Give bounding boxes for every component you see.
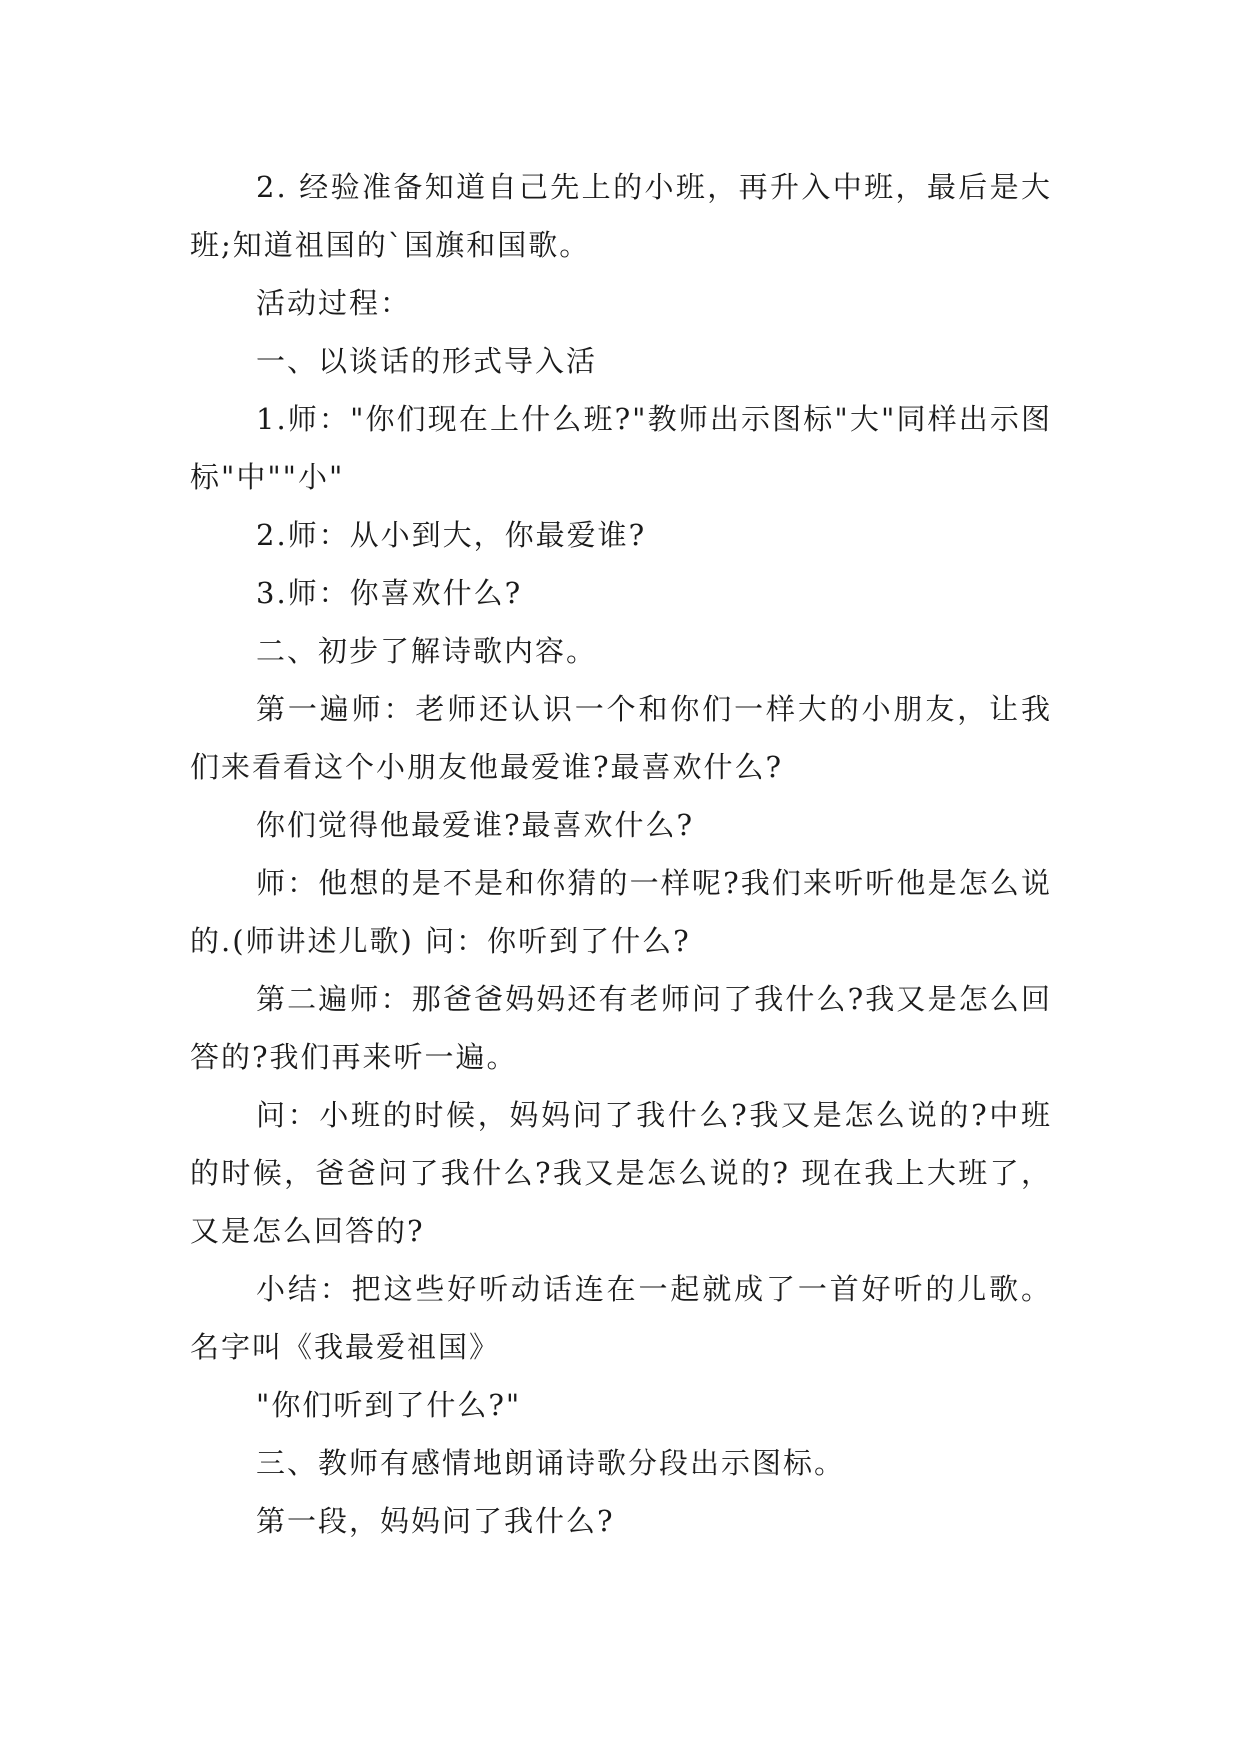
paragraph-questions: 问：小班的时候，妈妈问了我什么?我又是怎么说的?中班的时候，爸爸问了我什么?我又是怎么说的? 现在我上大班了，又是怎么回答的? xyxy=(190,1098,1052,1248)
paragraph-experience-prep: 2. 经验准备知道自己先上的小班，再升入中班，最后是大班;知道祖国的`国旗和国歌。 xyxy=(190,170,1052,262)
paragraph-step-2: 2.师：从小到大，你最爱谁? xyxy=(256,518,647,552)
document-page xyxy=(190,158,1052,1550)
paragraph-teacher-narrates: 师：他想的是不是和你猜的一样呢?我们来听听他是怎么说的.(师讲述儿歌) 问：你听到了什么? xyxy=(190,866,1052,958)
paragraph-section-1-heading: 一、以谈话的形式导入活 xyxy=(256,344,598,378)
paragraph-summary: 小结：把这些好听动话连在一起就成了一首好听的儿歌。名字叫《我最爱祖国》 xyxy=(190,1272,1052,1364)
paragraph-second-reading: 第二遍师：那爸爸妈妈还有老师问了我什么?我又是怎么回答的?我们再来听一遍。 xyxy=(190,982,1052,1074)
paragraph-section-3-heading: 三、教师有感情地朗诵诗歌分段出示图标。 xyxy=(256,1446,846,1480)
paragraph-question-guess: 你们觉得他最爱谁?最喜欢什么? xyxy=(256,808,695,842)
paragraph-step-3: 3.师：你喜欢什么? xyxy=(256,576,523,610)
paragraph-first-stanza: 第一段，妈妈问了我什么? xyxy=(256,1504,615,1538)
paragraph-first-reading: 第一遍师：老师还认识一个和你们一样大的小朋友，让我们来看看这个小朋友他最爱谁?最喜欢什么? xyxy=(190,692,1052,784)
paragraph-step-1: 1.师："你们现在上什么班?"教师出示图标"大"同样出示图标"中""小" xyxy=(190,402,1052,494)
paragraph-section-2-heading: 二、初步了解诗歌内容。 xyxy=(256,634,598,668)
paragraph-activity-process-heading: 活动过程： xyxy=(256,286,412,320)
paragraph-quote: "你们听到了什么?" xyxy=(256,1388,522,1422)
